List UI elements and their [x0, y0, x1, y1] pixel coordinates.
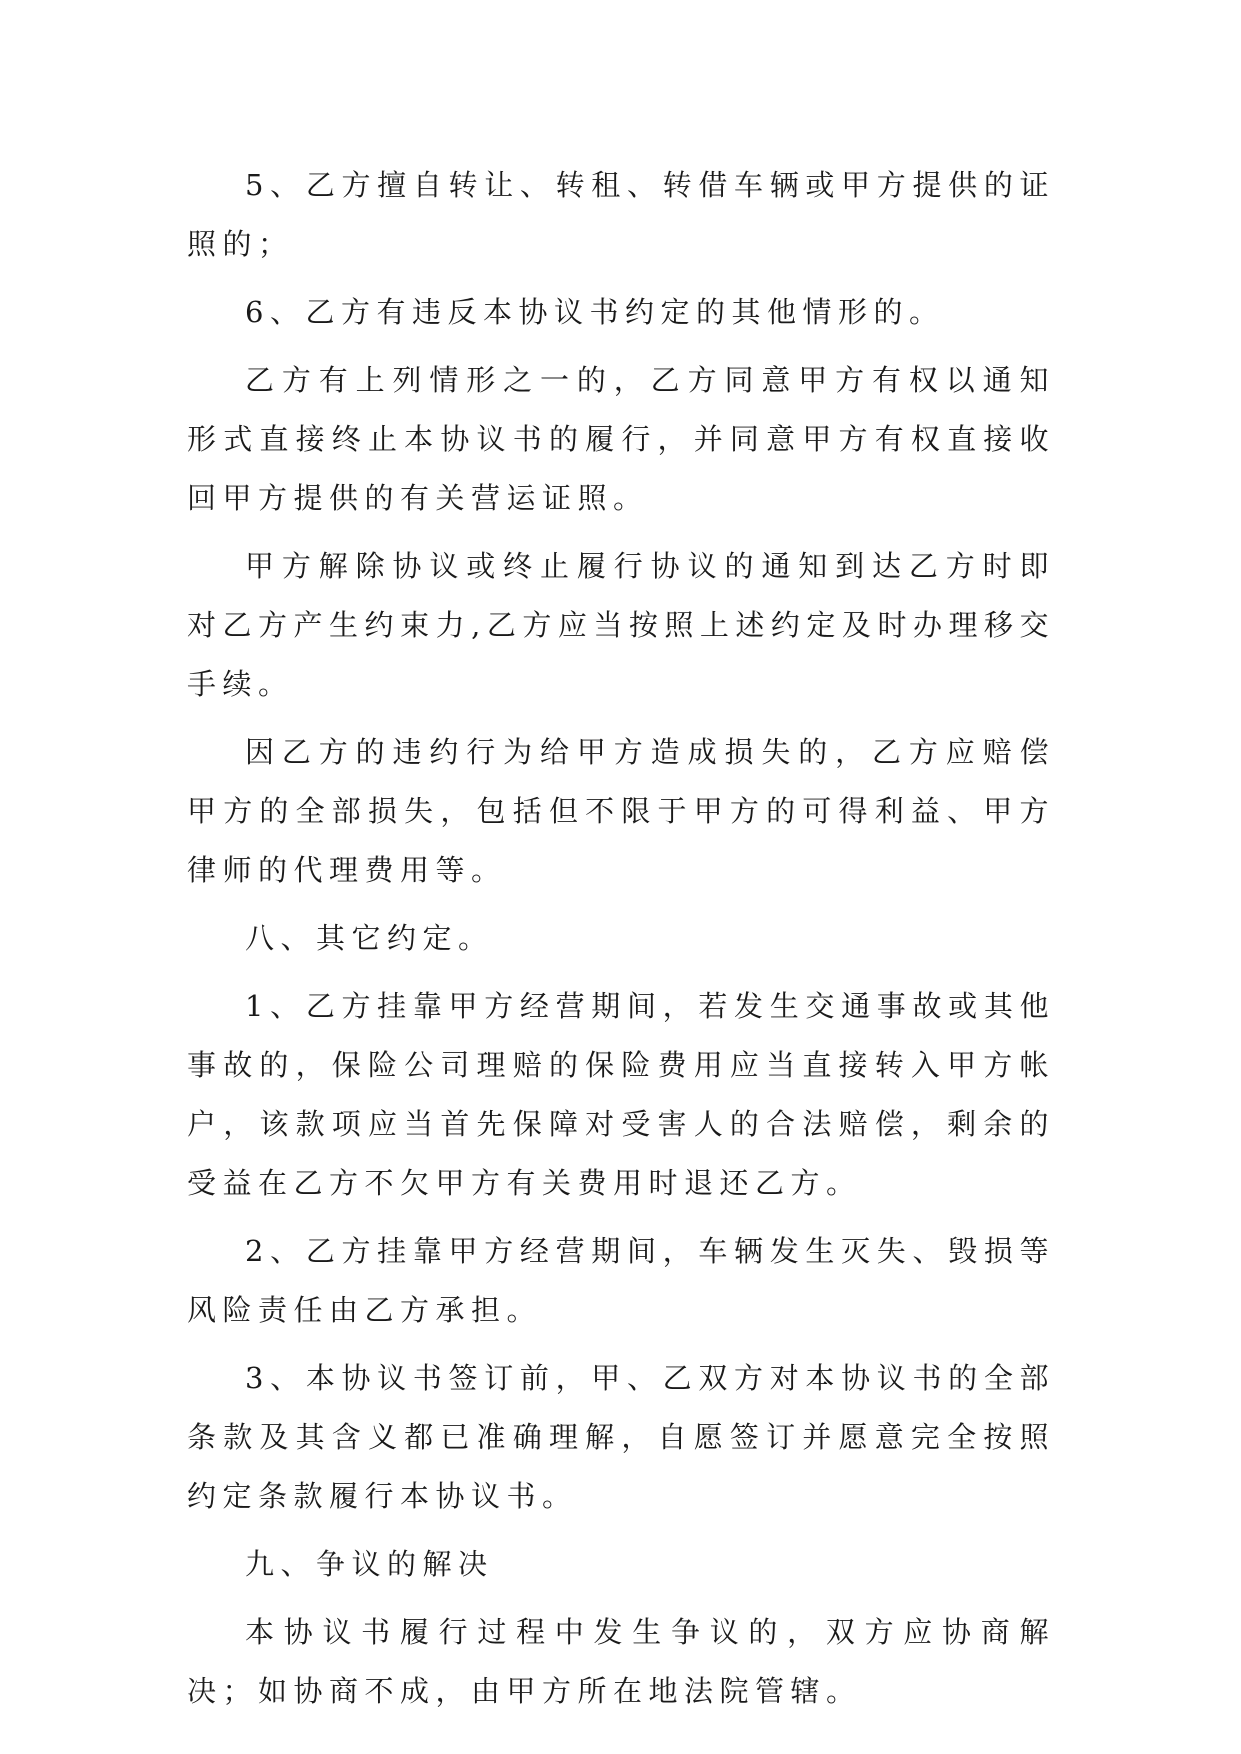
notice-effect-paragraph: 甲方解除协议或终止履行协议的通知到达乙方时即对乙方产生约束力,乙方应当按照上述约定及时办理移交手续。 [187, 549, 1055, 701]
section-8-heading: 八、其它约定。 [245, 921, 494, 955]
termination-paragraph: 乙方有上列情形之一的，乙方同意甲方有权以通知形式直接终止本协议书的履行，并同意甲方有权直接收回甲方提供的有关营运证照。 [187, 363, 1055, 515]
section-8-clause-2: 2、乙方挂靠甲方经营期间，车辆发生灭失、毁损等风险责任由乙方承担。 [187, 1234, 1055, 1327]
section-8-clause-3: 3、本协议书签订前，甲、乙双方对本协议书的全部条款及其含义都已准确理解，自愿签订并愿意完全按照约定条款履行本协议书。 [187, 1361, 1055, 1513]
clause-6-paragraph: 6、乙方有违反本协议书约定的其他情形的。 [245, 295, 945, 329]
section-8-clause-1: 1、乙方挂靠甲方经营期间，若发生交通事故或其他事故的，保险公司理赔的保险费用应当直接转入甲方帐户，该款项应当首先保障对受害人的合法赔偿，剩余的受益在乙方不欠甲方有关费用时退还乙方。 [187, 989, 1055, 1200]
damages-paragraph: 因乙方的违约行为给甲方造成损失的，乙方应赔偿甲方的全部损失，包括但不限于甲方的可得利益、甲方律师的代理费用等。 [187, 735, 1055, 887]
dispute-resolution-paragraph: 本协议书履行过程中发生争议的，双方应协商解决；如协商不成，由甲方所在地法院管辖。 [187, 1615, 1055, 1708]
clause-5-paragraph: 5、乙方擅自转让、转租、转借车辆或甲方提供的证照的； [187, 168, 1055, 261]
section-9-heading: 九、争议的解决 [245, 1547, 494, 1581]
document-body [187, 156, 1055, 1730]
